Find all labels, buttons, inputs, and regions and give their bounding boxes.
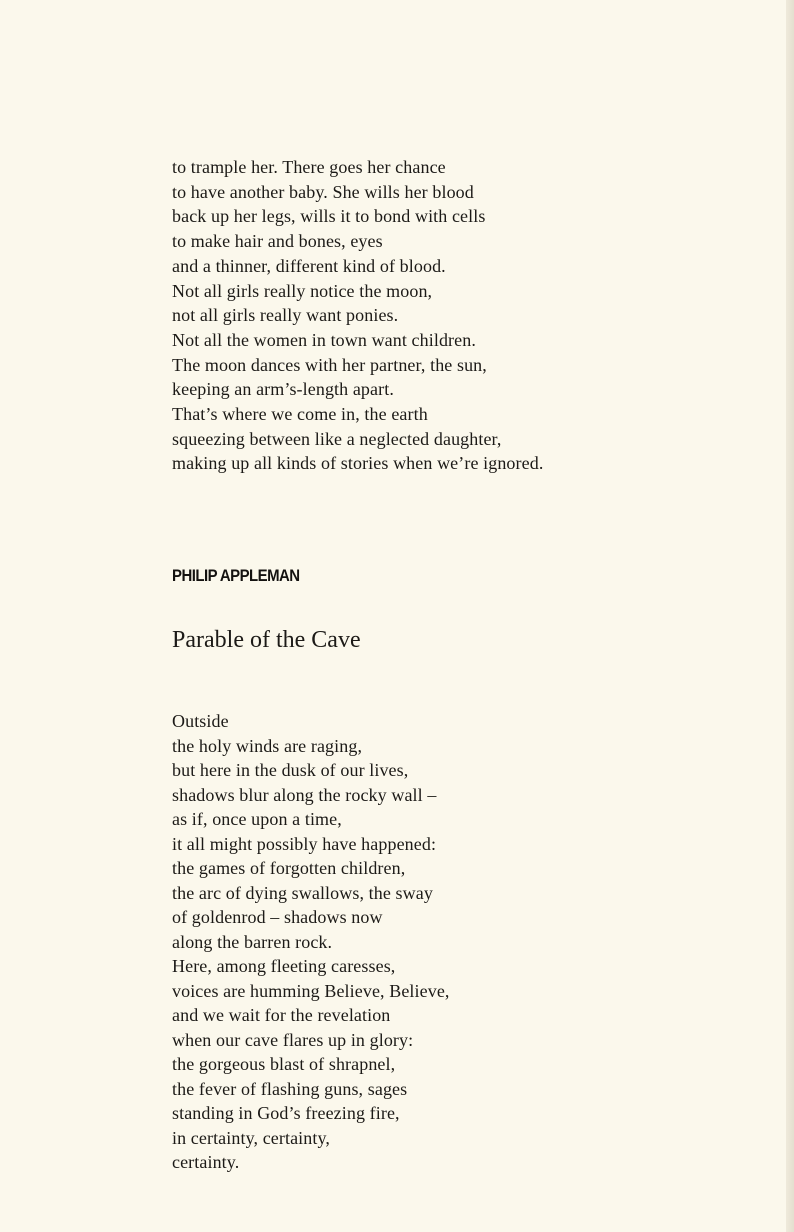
poem-line: The moon dances with her partner, the sun,: [172, 354, 487, 375]
poem-line: Outside: [172, 711, 229, 731]
poem-line: standing in God’s freezing fire,: [172, 1103, 400, 1123]
poem-line: along the barren rock.: [172, 931, 333, 952]
poem-line: the holy winds are raging,: [172, 735, 363, 756]
poem-line: Here, among fleeting caresses,: [172, 956, 396, 976]
cave-poem-stanza: [172, 709, 450, 1175]
poem-line: to have another baby. She wills her blood: [172, 181, 474, 202]
poem-line: back up her legs, wills it to bond with cells: [172, 206, 486, 227]
poem-line: the fever of flashing guns, sages: [172, 1078, 408, 1099]
poem-line: Not all the women in town want children.: [172, 329, 476, 350]
poem-line: the games of forgotten children,: [172, 858, 406, 878]
poem-line: as if, once upon a time,: [172, 809, 342, 829]
poem-line: the arc of dying swallows, the sway: [172, 882, 433, 903]
poem-line: Not all girls really notice the moon,: [172, 280, 433, 301]
poem-line: certainty.: [172, 1152, 240, 1172]
poem-line: in certainty, certainty,: [172, 1127, 330, 1148]
continued-poem-stanza: [172, 155, 543, 476]
poem-line: to trample her. There goes her chance: [172, 157, 446, 177]
poem-line: and we wait for the revelation: [172, 1005, 391, 1025]
poem-line: voices are humming Believe, Believe,: [172, 980, 450, 1001]
poem-line: That’s where we come in, the earth: [172, 404, 428, 425]
poem-line: to make hair and bones, eyes: [172, 231, 383, 252]
page-edge: [786, 0, 794, 1232]
poem-author: PHILIP APPLEMAN: [172, 566, 300, 585]
poem-line: it all might possibly have happened:: [172, 833, 437, 854]
poem-title: Parable of the Cave: [172, 627, 361, 653]
poem-line: of goldenrod – shadows now: [172, 907, 383, 927]
poem-line: not all girls really want ponies.: [172, 305, 399, 326]
poem-line: the gorgeous blast of shrapnel,: [172, 1054, 396, 1074]
poem-line: and a thinner, different kind of blood.: [172, 255, 446, 276]
poem-line: shadows blur along the rocky wall –: [172, 784, 437, 805]
poem-line: making up all kinds of stories when we’re ignored.: [172, 453, 544, 474]
poem-line: but here in the dusk of our lives,: [172, 760, 409, 780]
poem-line: squeezing between like a neglected daughter,: [172, 428, 502, 449]
poem-line: keeping an arm’s-length apart.: [172, 379, 394, 400]
poem-line: when our cave flares up in glory:: [172, 1029, 414, 1050]
